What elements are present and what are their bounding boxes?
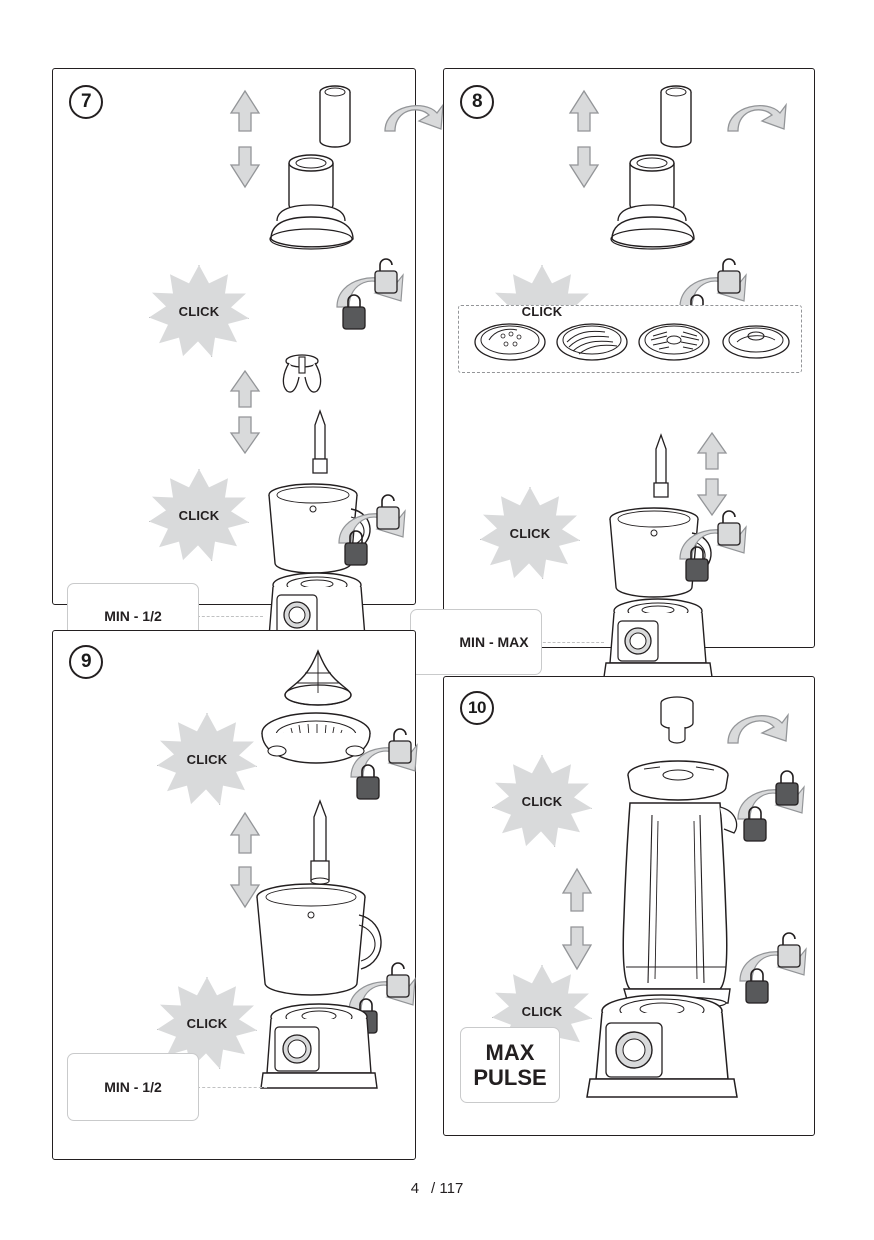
click-callout: CLICK [157, 977, 257, 1069]
step-number-badge: 8 [460, 85, 494, 119]
click-callout: CLICK [149, 265, 249, 357]
up-down-arrow-icon [225, 369, 265, 455]
speed-label-line-1: MAX [485, 1039, 535, 1065]
rotate-arrow-icon [379, 91, 445, 155]
speed-label-line-2: PULSE [473, 1065, 547, 1090]
rotate-arrow-icon [722, 701, 790, 767]
drive-shaft-part [305, 409, 335, 479]
julienne-disc-part [637, 314, 711, 366]
slicing-disc-part [555, 314, 629, 366]
rotate-arrow-icon [722, 91, 788, 155]
disc-options-group [458, 305, 802, 373]
page-number: 4 [410, 1180, 420, 1197]
speed-leader-line [197, 616, 263, 617]
drive-shaft-part [646, 433, 676, 503]
panel-step-8 [443, 68, 815, 648]
feed-chute-lid-part [606, 147, 702, 257]
fries-disc-part [719, 316, 793, 364]
blender-cap-part [652, 695, 702, 749]
speed-setting-box: MIN - MAX [410, 609, 542, 675]
click-callout: CLICK [492, 965, 592, 1057]
pusher-part [311, 83, 359, 155]
lock-rotate-group [343, 727, 425, 823]
motor-base-part [590, 589, 726, 687]
step-number-badge: 7 [69, 85, 103, 119]
citrus-cone-part [275, 649, 361, 711]
step-number-badge: 10 [460, 691, 494, 725]
grating-disc-part [473, 314, 547, 366]
step-number-badge: 9 [69, 645, 103, 679]
speed-leader-line [197, 1087, 267, 1088]
click-callout: CLICK [149, 469, 249, 561]
lock-rotate-group [329, 257, 411, 353]
up-down-arrow-icon [225, 89, 265, 189]
click-callout: CLICK [157, 713, 257, 805]
feed-chute-lid-part [265, 147, 361, 257]
speed-setting-box: MIN - 1/2 [67, 1053, 199, 1121]
click-callout: CLICK [480, 487, 580, 579]
speed-setting-box [460, 1027, 560, 1103]
chopper-blade-part [275, 351, 329, 397]
page-total: / 117 [431, 1180, 464, 1197]
pusher-part [652, 83, 700, 155]
up-down-arrow-icon [564, 89, 604, 189]
panel-step-10 [443, 676, 815, 1136]
motor-base-part [572, 983, 752, 1111]
click-callout: CLICK [492, 755, 592, 847]
page-footer [0, 1180, 874, 1197]
speed-leader-line [538, 642, 604, 643]
panel-step-9 [52, 630, 416, 1160]
motor-base-part [247, 993, 393, 1099]
panel-step-7 [52, 68, 416, 624]
click-callout: CLICK [492, 265, 592, 357]
up-down-arrow-icon [556, 867, 598, 971]
blender-jug-part [608, 797, 748, 1009]
speed-setting-box: MIN - 1/2 [67, 583, 199, 649]
